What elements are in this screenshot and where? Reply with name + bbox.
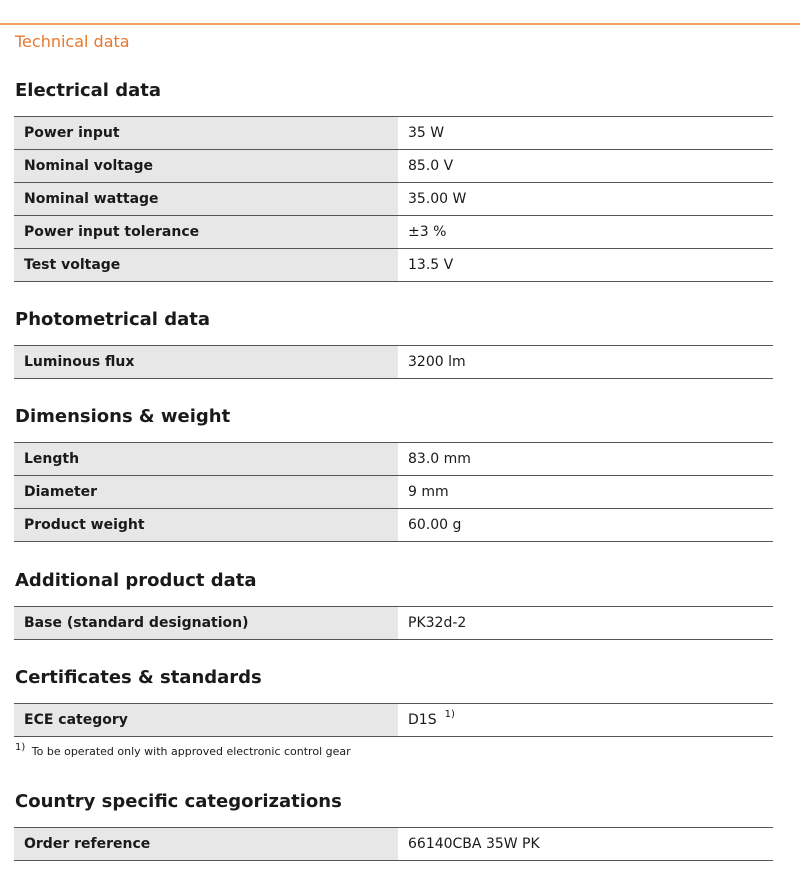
footnote-reference: 1) xyxy=(444,708,455,720)
section-heading-additional: Additional product data xyxy=(15,570,257,591)
row-value: 83.0 mm xyxy=(398,443,773,475)
row-value: 9 mm xyxy=(398,476,773,508)
section-heading-country: Country specific categorizations xyxy=(15,791,342,812)
row-value: 35 W xyxy=(398,117,773,149)
table-row xyxy=(14,183,773,216)
row-label: Luminous flux xyxy=(14,346,398,378)
header-divider xyxy=(0,23,800,25)
table-additional xyxy=(14,606,773,640)
table-certificates xyxy=(14,703,773,737)
section-heading-dimensions: Dimensions & weight xyxy=(15,406,231,427)
table-row xyxy=(14,509,773,542)
row-label: ECE category xyxy=(14,704,398,736)
section-heading-electrical: Electrical data xyxy=(15,80,162,101)
row-label: Order reference xyxy=(14,828,398,860)
table-row xyxy=(14,150,773,183)
footnote xyxy=(15,742,351,758)
row-value: ±3 % xyxy=(398,216,773,248)
table-row xyxy=(14,607,773,640)
row-label: Power input tolerance xyxy=(14,216,398,248)
page-title: Technical data xyxy=(15,32,130,51)
footnote-mark: 1) xyxy=(15,742,26,753)
table-dimensions xyxy=(14,442,773,542)
row-value: PK32d-2 xyxy=(398,607,773,639)
row-value: 60.00 g xyxy=(398,509,773,541)
section-heading-certificates: Certificates & standards xyxy=(15,667,262,688)
row-value: 66140CBA 35W PK xyxy=(398,828,773,860)
row-value: 3200 lm xyxy=(398,346,773,378)
row-label: Diameter xyxy=(14,476,398,508)
table-row xyxy=(14,828,773,861)
row-value: 85.0 V xyxy=(398,150,773,182)
row-label: Nominal wattage xyxy=(14,183,398,215)
row-label: Length xyxy=(14,443,398,475)
row-label: Nominal voltage xyxy=(14,150,398,182)
table-country xyxy=(14,827,773,861)
table-row xyxy=(14,117,773,150)
section-heading-photometrical: Photometrical data xyxy=(15,309,210,330)
footnote-text: To be operated only with approved electronic control gear xyxy=(31,745,351,758)
table-row xyxy=(14,249,773,282)
row-label: Product weight xyxy=(14,509,398,541)
table-row xyxy=(14,704,773,737)
row-label: Test voltage xyxy=(14,249,398,281)
row-value: 13.5 V xyxy=(398,249,773,281)
table-row xyxy=(14,476,773,509)
table-row xyxy=(14,443,773,476)
table-electrical xyxy=(14,116,773,282)
table-photometrical xyxy=(14,345,773,379)
row-label: Power input xyxy=(14,117,398,149)
row-label: Base (standard designation) xyxy=(14,607,398,639)
row-value: 35.00 W xyxy=(398,183,773,215)
row-value-text: D1S xyxy=(408,712,437,728)
table-row xyxy=(14,216,773,249)
row-value xyxy=(398,704,773,736)
table-row xyxy=(14,346,773,379)
